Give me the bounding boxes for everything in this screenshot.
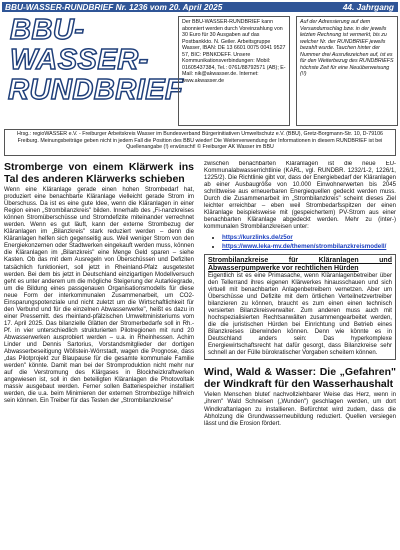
link-list	[204, 234, 396, 249]
header-bar	[0, 0, 400, 12]
right-column	[204, 161, 396, 547]
link-leka-mv[interactable]: https://www.leka-mv.de/themen/strombilanzkreismodell/	[222, 242, 387, 250]
publisher-banner	[4, 129, 396, 156]
publisher-text: Hrsg.: regioWASSER e.V. - Freiburger Arbeitskreis Wasser im Bundesverband Bürgerinitiativen Umweltschutz e.V. (BBU), Gretz-Borgmann-Str. 10, D-79106 Freiburg. Meinungsbeiträge geben nicht in jedem Fall die Position des BBU wieder! Die Weiterverwendung der Informationen in diesem RUNDBRIEF ist bei Quellenangabe (!) erwünscht! © Freiburger AK Wasser im BBU	[16, 131, 384, 150]
header-band	[2, 2, 398, 12]
subscription-text: Der BBU-WASSER-RUNDBRIEF kann abonniert werden durch Voreinzahlung von 30 Euro für 30 Ausgaben auf das Postbankkto. N. Geiler. Arbeitsgruppe Wasser, IBAN: DE 13 6601 0075 0041 9527 57, BIC: PBNKDEFF. Unsere Kommunikationsverbindungen: Mobil: 01605437384, Tel.: 0761/88792571 (AB); E-Mail: nik@akwasser.de. Internet: www.akwasser.de	[182, 19, 286, 84]
subscription-info-box	[178, 16, 290, 126]
info-box-body: Eigentlich ist es eine Primasache, wenn Kläranlagenbetreiber über den Tellerrand ihres eigenen Klärwerkes hinausschauen und sich virtuell mit benachbarten Anlagenbetreibern vernetzen. Aber um Überschüsse und Defizite mit dem örtlichen Verteilnetzvertreiber bilanzieren zu können, braucht es zum einen einen technisch versierten Bilanzkreisverwalter. Zum anderen muss auch mit hochspezialisierten Rechtsanwälten zusammengearbeitet werden, die die juristischen Hürden bei Einrichtung und Betrieb eines Bilanzkreises überwinden können. Denn wie könnte es in Deutschland anders sein: Das hyperkomplexe Energiewirtschaftsrecht hat dafür gesorgt, dass Bilanzkreise sehr schnell an der Fülle bürokratischer Vorgaben scheitern können.	[208, 272, 392, 357]
newsletter-logo	[4, 14, 184, 124]
left-column	[4, 161, 194, 547]
article-continued-text: zwischen benachbarten Kläranlagen ist die neue EU-Kommunalabwasserrichtlinie (KARL, vgl. RUNDBR. 1232/1-2, 1226/1, 1225/2). Die Richtlinie gibt vor, dass der Energiebedarf der Kläranlagen ab einer Ausbaugröße von 10.000 Einwohnerwerten bis 2045 schrittweise aus erneuerbaren Energiequellen gedeckt werden muss. Durch die Zusammenarbeit im „Strombilanzkreis" scheint dieses Ziel leichter erreichbar – eben weil Strombedarfsspitzen der einen Kläranlage beispielsweise mit (gespeichertem) PV-Strom aus einer benachbarten Kläranlage abgedeckt werden. Mehr zu (inter-) kommunalen Strombilanzkreisen unter:	[204, 161, 396, 231]
logo-line-2: WASSER-	[10, 44, 149, 76]
info-box-title: Strombilanzkreise für Kläranlagen und Abwasserpumpwerke vor rechtlichen Hürden	[208, 256, 392, 272]
link-item	[222, 243, 396, 250]
article-body-windkraft: Vielen Menschen bluteť nachvollziehbarer Weise das Herz, wenn in „ihrem" Wald Schneisen („Wunden") geschlagen werden, um dort Windkraftanlagen zu installieren. Befürchtet wird zudem, dass die Abholzung die Grundwasserneubildung reduziert. Quellen versiegen lässt und die Erosion fördert.	[204, 392, 396, 427]
payment-notice-text: Auf der Adressierung auf dem Versandumschlag bzw. in der jeweils letzten Rechnung ist vermerkt, bis zu welcher Nr. der RUNDBRIEF jeweils bezahlt wurde. Tauchen hinter der Nummer drei Ausrufezeichen auf, ist es für den Weiterbezug des RUNDBRIEFS höchste Zeit für eine Neuüberweisung (!!)	[300, 19, 394, 77]
payment-notice-box	[296, 16, 398, 126]
article-title-strombilanz: Strombergе von einem Klärwerk ins Tal des anderen Klärwerks schieben	[4, 161, 194, 185]
article-title-windkraft: Wind, Wald & Wasser: Die „Gefahren" der Windkraft für den Wasserhaushalt	[204, 366, 396, 391]
info-box-legal-hurdles	[204, 254, 396, 361]
link-kurzlinks[interactable]: https://kurzlinks.de/z5or	[222, 234, 293, 242]
logo-line-1: BBU-	[10, 14, 85, 46]
newsletter-title: BBU-WASSER-RUNDBRIEF Nr. 1236 vom 20. April 2025	[5, 2, 223, 12]
article-body-strombilanz: Wenn eine Kläranlage gerade einen hohen Strombedarf hat, produziert eine benachbarte Kläranlage vielleicht gerade Strom im Überschuss. Da ist es eine gute Idee, wenn die Kläranlagen in einer Region einen „Strombilanzkreis" bilden. Innerhalb des „Fi-nanzkreises können Stromüberschüsse und Stromdefizite miteinander verrechnet werden. Wenn es gut läuft, kann der externe Strombezug der Kläranlagen im „Bilanzkreis" stark reduziert werden – denn die Kläranlagen helfen sich gegenseitig aus. Weil weniger Strom von den Energiekonzernen oder Stadtwerken eingekauft werden muss, können die Kläranlagen im „Bilanzkreis" eine Menge Geld sparen – siehe Kasten. Ob das mit dem Ausregeln von Überschüssen und Defiziten tatsächlich funktioniert, soll jetzt in Rheinland-Pfalz ausgetestet werden. Bei dem bis jetzt in Deutschland einzigartigen Modellversuch geht es unter anderem um die mögliche Steigerung der Autarkiegrade, um die Bildung eines passgenauen Organisationsmodells für diese neue Form der interkommunalen Zusammenarbeit, um CO2-Einsparungspotenziale und nicht zuletzt um die Wirtschaftlichkeit für den Verbund und für die einzelnen Abwasserwerke", heißt es dazu in einer Pressemitt. des rheinland-pfälzischen Umweltministeriums vom 17. April 2025. Das bilanzielle Glätten der Stromerbedarfe soll in Rh.-Pf. in vier unterschiedlich strukturierten Pilotregionen mit rund 20 Abwasserwerken ausprobiert werden – u.a. in Rheinhessen. Achim Linder und Dennis Sartorius, Vorstandsmitglieder der dortigen Abwasserbeseitigung Wöllstein-Wörrstadt, wagen die Prognose, dass „das Pilotprojekt zur Blaupause für die gesamte kommunale Familie werden" könnte. Damit man bei der Stromproduktion nicht mehr nur auf die Verstromung des Klärgases in Blockheizkraftwerken angewiesen ist, soll in den beteiligten Kläranlagen die Photovoltaik massiv ausgebaut werden. Ferner sollen Batteriespeicher installiert werden, die u.a. beim Minimieren der externen Strombezüge hilfreich sein können. Ein Treiber für das Testen der „Strombilanzkreise"	[4, 187, 194, 405]
link-item	[222, 234, 396, 241]
logo-line-3: RUNDBRIEF	[8, 74, 184, 106]
volume-label: 44. Jahrgang	[342, 2, 394, 12]
